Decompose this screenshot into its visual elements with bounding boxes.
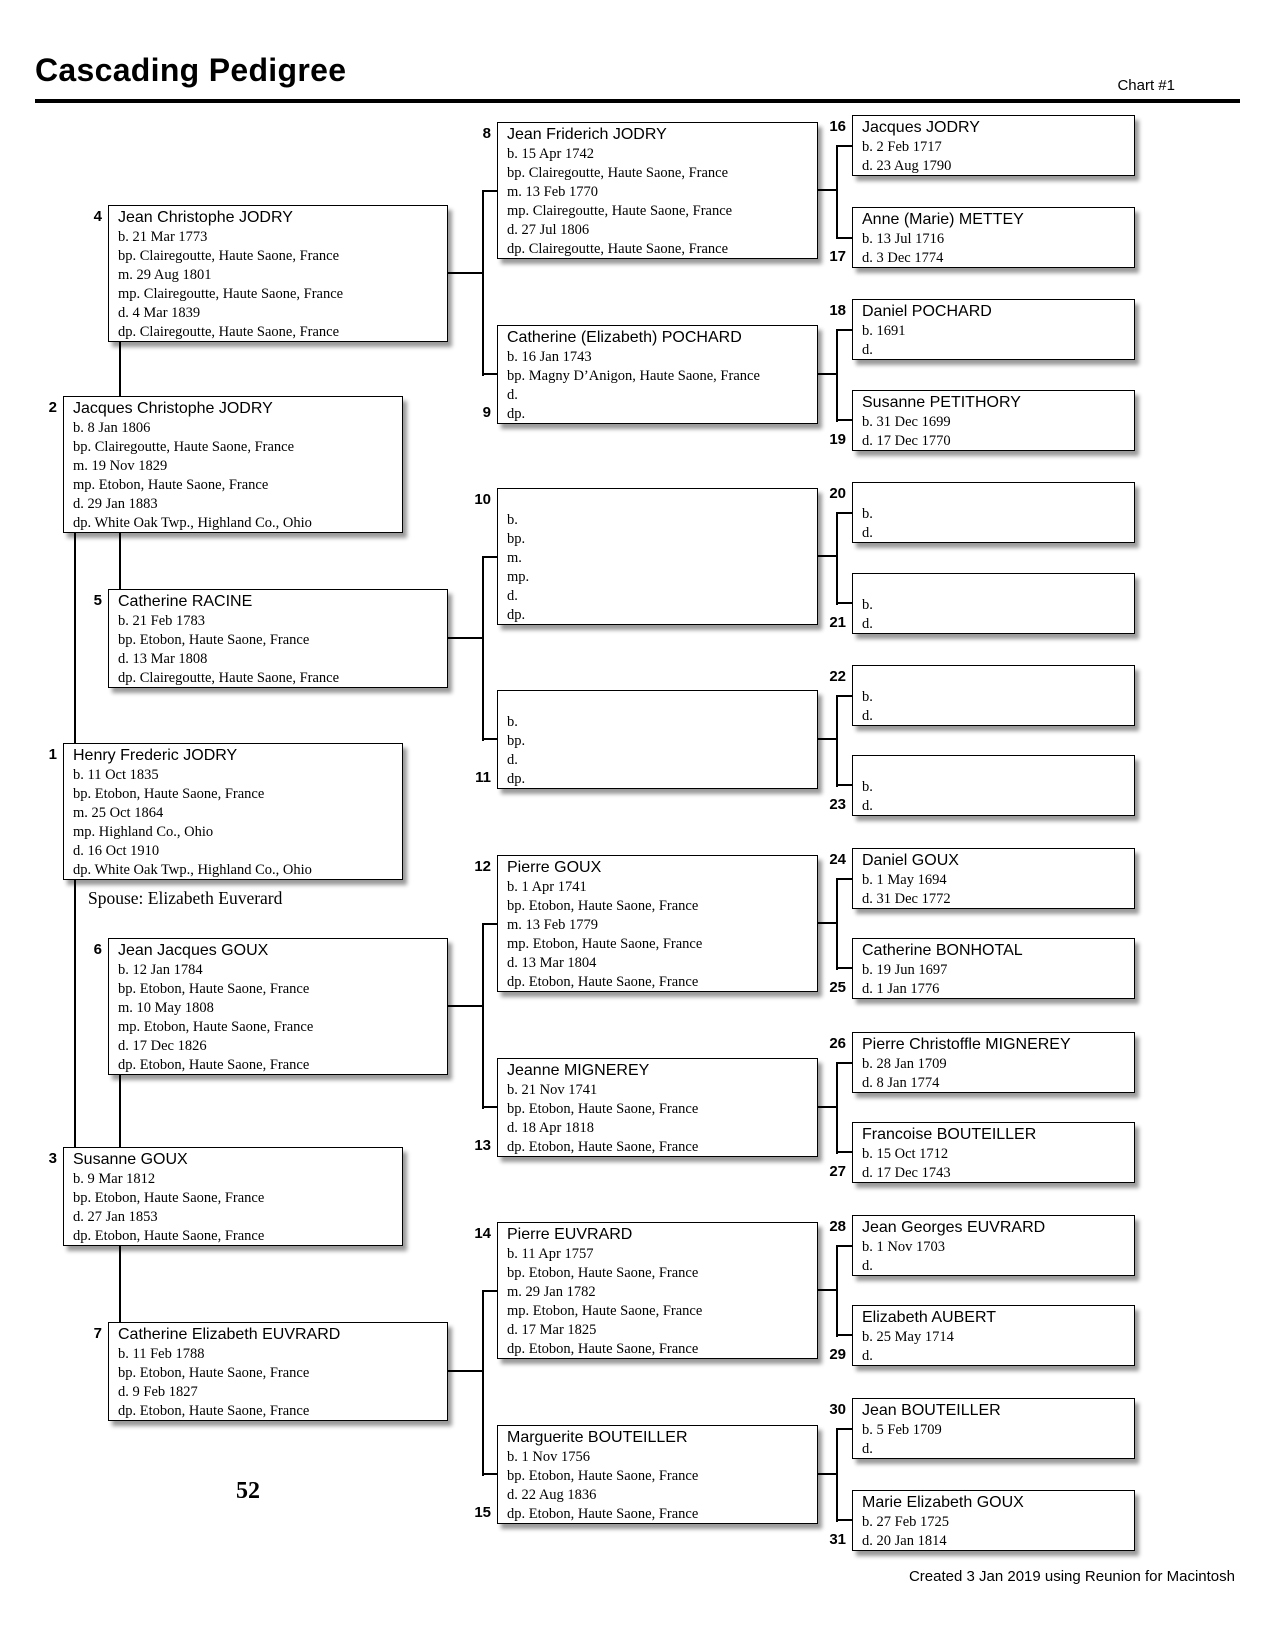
person-name (862, 758, 1130, 778)
person-detail-line: d. 3 Dec 1774 (862, 250, 944, 266)
person-detail-line: d. 9 Feb 1827 (118, 1384, 198, 1400)
person-number: 9 (482, 404, 491, 421)
person-name: Marguerite BOUTEILLER (507, 1429, 688, 1446)
person-number: 29 (829, 1346, 846, 1363)
person-detail-line: bp. Etobon, Haute Saone, France (507, 1468, 699, 1484)
person-number: 24 (829, 851, 846, 868)
person-number: 15 (474, 1504, 491, 1521)
person-detail-line: dp. Etobon, Haute Saone, France (507, 974, 699, 990)
person-detail-line: dp. Etobon, Haute Saone, France (507, 1506, 699, 1522)
person-box-10 (497, 488, 818, 625)
person-detail-line: dp. White Oak Twp., Highland Co., Ohio (73, 515, 312, 531)
person-number: 1 (48, 746, 57, 763)
person-detail-line: b. 9 Mar 1812 (73, 1171, 156, 1187)
person-name: Daniel POCHARD (862, 303, 992, 320)
person-name: Jean Christophe JODRY (118, 209, 293, 226)
chart-number-label: Chart #1 (1117, 77, 1175, 94)
person-detail-line: bp. Clairegoutte, Haute Saone, France (507, 165, 729, 181)
person-detail-line: b. (507, 512, 518, 528)
person-detail-line: b. (862, 506, 873, 522)
person-detail-line: b. 16 Jan 1743 (507, 349, 592, 365)
person-detail-line: b. 2 Feb 1717 (862, 139, 942, 155)
person-number: 16 (829, 118, 846, 135)
person-detail-line: mp. Highland Co., Ohio (73, 824, 214, 840)
person-detail-line: b. 31 Dec 1699 (862, 414, 951, 430)
person-number: 2 (48, 399, 57, 416)
person-detail-line: d. 13 Mar 1804 (507, 955, 597, 971)
connector-line (818, 1473, 838, 1475)
person-detail-line: mp. Etobon, Haute Saone, France (507, 1303, 703, 1319)
person-number: 19 (829, 431, 846, 448)
person-detail-line: d. 1 Jan 1776 (862, 981, 940, 997)
person-box-9 (497, 325, 818, 424)
page-number: 52 (236, 1478, 260, 1504)
person-detail-line: bp. (507, 531, 526, 547)
person-detail-line: b. 1 Apr 1741 (507, 879, 587, 895)
person-detail-line: dp. Etobon, Haute Saone, France (507, 1341, 699, 1357)
person-detail-line: d. (862, 798, 873, 814)
spouse-note: Spouse: Elizabeth Euverard (88, 888, 283, 908)
person-detail-line: m. 29 Jan 1782 (507, 1284, 596, 1300)
person-number: 18 (829, 302, 846, 319)
person-detail-line: bp. Etobon, Haute Saone, France (118, 1365, 310, 1381)
connector-line (119, 533, 121, 591)
person-box-21 (852, 573, 1135, 634)
person-detail-line: m. 10 May 1808 (118, 1000, 214, 1016)
connector-line (818, 373, 838, 375)
person-number: 27 (829, 1163, 846, 1180)
person-detail-line: b. 27 Feb 1725 (862, 1514, 949, 1530)
person-detail-line: b. 1 May 1694 (862, 872, 947, 888)
person-detail-line: d. 27 Jan 1853 (73, 1209, 158, 1225)
person-name: Jean BOUTEILLER (862, 1402, 1001, 1419)
person-name (507, 491, 813, 511)
person-number: 23 (829, 796, 846, 813)
person-detail-line: b. 5 Feb 1709 (862, 1422, 942, 1438)
person-detail-line: b. (862, 779, 873, 795)
person-detail-line: bp. (507, 733, 526, 749)
person-detail-line: d. (507, 752, 518, 768)
connector-line (818, 1289, 838, 1291)
connector-line (119, 1075, 121, 1149)
person-box-13 (497, 1058, 818, 1157)
person-detail-line: b. 11 Feb 1788 (118, 1346, 205, 1362)
connector-line (836, 1245, 838, 1337)
person-detail-line: dp. (507, 406, 526, 422)
person-number: 25 (829, 979, 846, 996)
person-name: Catherine BONHOTAL (862, 942, 1023, 959)
person-detail-line: dp. Clairegoutte, Haute Saone, France (507, 241, 729, 257)
person-number: 3 (48, 1150, 57, 1167)
person-detail-line: d. (862, 616, 873, 632)
person-detail-line: b. (862, 689, 873, 705)
person-name: Jeanne MIGNEREY (507, 1062, 650, 1079)
page-title: Cascading Pedigree (35, 52, 347, 88)
person-detail-line: dp. Clairegoutte, Haute Saone, France (118, 324, 340, 340)
connector-line (836, 145, 838, 239)
person-detail-line: d. (862, 1348, 873, 1364)
person-detail-line: d. (862, 525, 873, 541)
person-detail-line: d. (862, 1258, 873, 1274)
person-box-27 (852, 1122, 1135, 1183)
person-detail-line: dp. White Oak Twp., Highland Co., Ohio (73, 862, 312, 878)
person-name: Susanne GOUX (73, 1151, 188, 1168)
person-detail-line: mp. (507, 569, 530, 585)
person-box-25 (852, 938, 1135, 999)
person-detail-line: d. 4 Mar 1839 (118, 305, 201, 321)
person-detail-line: d. 27 Jul 1806 (507, 222, 590, 238)
person-detail-line: bp. Etobon, Haute Saone, France (73, 786, 265, 802)
connector-line (482, 556, 484, 741)
connector-line (74, 880, 76, 1149)
person-detail-line: b. 15 Oct 1712 (862, 1146, 949, 1162)
person-box-20 (852, 482, 1135, 543)
person-name: Henry Frederic JODRY (73, 747, 238, 764)
person-box-1 (63, 743, 403, 880)
person-name: Susanne PETITHORY (862, 394, 1021, 411)
person-detail-line: b. 21 Feb 1783 (118, 613, 205, 629)
connector-line (836, 512, 838, 605)
person-box-3 (63, 1147, 403, 1246)
person-detail-line: m. 25 Oct 1864 (73, 805, 164, 821)
person-number: 4 (93, 208, 102, 225)
person-detail-line: d. (507, 588, 518, 604)
person-number: 17 (829, 248, 846, 265)
connector-line (836, 695, 838, 787)
person-detail-line: d. 18 Apr 1818 (507, 1120, 594, 1136)
person-detail-line: b. 1 Nov 1703 (862, 1239, 945, 1255)
person-detail-line: d. (507, 387, 518, 403)
person-detail-line: mp. Clairegoutte, Haute Saone, France (118, 286, 344, 302)
connector-line (448, 1370, 484, 1372)
person-detail-line: d. 8 Jan 1774 (862, 1075, 940, 1091)
person-name: Jacques Christophe JODRY (73, 400, 273, 417)
person-detail-line: dp. Clairegoutte, Haute Saone, France (118, 670, 340, 686)
person-detail-line: d. 23 Aug 1790 (862, 158, 952, 174)
connector-line (74, 533, 76, 745)
person-detail-line: mp. Etobon, Haute Saone, France (507, 936, 703, 952)
person-detail-line: d. (862, 342, 873, 358)
person-name: Pierre Christoffle MIGNEREY (862, 1036, 1071, 1053)
person-detail-line: mp. Etobon, Haute Saone, France (118, 1019, 314, 1035)
connector-line (482, 923, 484, 1109)
connector-line (818, 738, 838, 740)
person-detail-line: b. 11 Oct 1835 (73, 767, 159, 783)
person-detail-line: bp. Etobon, Haute Saone, France (507, 1265, 699, 1281)
person-detail-line: dp. Etobon, Haute Saone, France (118, 1057, 310, 1073)
person-detail-line: b. 21 Nov 1741 (507, 1082, 598, 1098)
person-detail-line: m. (507, 550, 522, 566)
person-number: 5 (93, 592, 102, 609)
person-name: Catherine Elizabeth EUVRARD (118, 1326, 341, 1343)
person-detail-line: b. 25 May 1714 (862, 1329, 954, 1345)
person-box-14 (497, 1222, 818, 1359)
footer-note: Created 3 Jan 2019 using Reunion for Macintosh (908, 1568, 1235, 1585)
person-name (862, 668, 1130, 688)
connector-line (836, 878, 838, 970)
person-detail-line: b. 11 Apr 1757 (507, 1246, 594, 1262)
person-box-8 (497, 122, 818, 259)
person-box-6 (108, 938, 448, 1075)
connector-line (448, 272, 484, 274)
person-detail-line: d. 29 Jan 1883 (73, 496, 158, 512)
person-detail-line: d. (862, 708, 873, 724)
person-detail-line: bp. Magny D’Anigon, Haute Saone, France (507, 368, 760, 384)
person-detail-line: dp. (507, 607, 526, 623)
person-name: Elizabeth AUBERT (862, 1309, 996, 1326)
person-detail-line: mp. Clairegoutte, Haute Saone, France (507, 203, 733, 219)
person-detail-line: dp. Etobon, Haute Saone, France (73, 1228, 265, 1244)
person-detail-line: mp. Etobon, Haute Saone, France (73, 477, 269, 493)
person-number: 7 (93, 1325, 102, 1342)
person-number: 13 (474, 1137, 491, 1154)
person-name (862, 485, 1130, 505)
person-box-11 (497, 690, 818, 789)
person-detail-line: b. 8 Jan 1806 (73, 420, 151, 436)
connector-line (482, 190, 484, 376)
person-detail-line: m. 13 Feb 1779 (507, 917, 599, 933)
person-box-17 (852, 207, 1135, 268)
person-detail-line: bp. Etobon, Haute Saone, France (118, 981, 310, 997)
person-detail-line: d. 31 Dec 1772 (862, 891, 951, 907)
connector-line (818, 922, 838, 924)
person-number: 6 (93, 941, 102, 958)
person-name: Catherine RACINE (118, 593, 253, 610)
person-name: Marie Elizabeth GOUX (862, 1494, 1024, 1511)
person-box-26 (852, 1032, 1135, 1093)
person-detail-line: d. 17 Dec 1743 (862, 1165, 951, 1181)
person-name: Catherine (Elizabeth) POCHARD (507, 329, 742, 346)
person-box-16 (852, 115, 1135, 176)
person-name: Francoise BOUTEILLER (862, 1126, 1037, 1143)
person-number: 26 (829, 1035, 846, 1052)
person-box-22 (852, 665, 1135, 726)
connector-line (448, 637, 484, 639)
person-detail-line: bp. Etobon, Haute Saone, France (73, 1190, 265, 1206)
person-number: 30 (829, 1401, 846, 1418)
person-name: Jacques JODRY (862, 119, 980, 136)
person-box-18 (852, 299, 1135, 360)
person-detail-line: dp. (507, 771, 526, 787)
person-box-5 (108, 589, 448, 688)
person-name: Daniel GOUX (862, 852, 959, 869)
person-detail-line: b. 28 Jan 1709 (862, 1056, 947, 1072)
connector-line (818, 189, 838, 191)
person-number: 22 (829, 668, 846, 685)
person-name: Pierre GOUX (507, 859, 602, 876)
person-detail-line: b. 13 Jul 1716 (862, 231, 945, 247)
person-detail-line: bp. Clairegoutte, Haute Saone, France (118, 248, 340, 264)
title-rule (35, 99, 1240, 103)
person-name: Pierre EUVRARD (507, 1226, 633, 1243)
person-detail-line: b. 1691 (862, 323, 906, 339)
person-detail-line: b. 1 Nov 1756 (507, 1449, 590, 1465)
person-detail-line: m. 13 Feb 1770 (507, 184, 599, 200)
person-detail-line: d. 22 Aug 1836 (507, 1487, 597, 1503)
person-detail-line: d. 17 Dec 1770 (862, 433, 951, 449)
person-detail-line: b. (507, 714, 518, 730)
connector-line (818, 1106, 838, 1108)
person-name (862, 576, 1130, 596)
person-detail-line: d. 16 Oct 1910 (73, 843, 160, 859)
person-box-7 (108, 1322, 448, 1421)
person-detail-line: bp. Etobon, Haute Saone, France (118, 632, 310, 648)
person-detail-line: b. 19 Jun 1697 (862, 962, 948, 978)
person-detail-line: bp. Clairegoutte, Haute Saone, France (73, 439, 295, 455)
person-name (507, 693, 813, 713)
person-number: 12 (474, 858, 491, 875)
connector-line (448, 1005, 484, 1007)
person-detail-line: b. (862, 597, 873, 613)
person-box-2 (63, 396, 403, 533)
person-box-4 (108, 205, 448, 342)
person-detail-line: dp. Etobon, Haute Saone, France (118, 1403, 310, 1419)
person-number: 28 (829, 1218, 846, 1235)
person-number: 20 (829, 485, 846, 502)
person-detail-line: b. 12 Jan 1784 (118, 962, 203, 978)
person-detail-line: b. 15 Apr 1742 (507, 146, 594, 162)
person-number: 11 (475, 769, 491, 786)
person-box-24 (852, 848, 1135, 909)
person-number: 31 (829, 1531, 846, 1548)
person-name: Jean Friderich JODRY (507, 126, 667, 143)
person-detail-line: d. 17 Mar 1825 (507, 1322, 597, 1338)
person-box-15 (497, 1425, 818, 1524)
person-detail-line: bp. Etobon, Haute Saone, France (507, 898, 699, 914)
person-box-31 (852, 1490, 1135, 1551)
person-name: Jean Georges EUVRARD (862, 1219, 1046, 1236)
connector-line (836, 1428, 838, 1522)
connector-line (482, 1290, 484, 1476)
person-box-28 (852, 1215, 1135, 1276)
connector-line (836, 1062, 838, 1154)
person-number: 8 (482, 125, 491, 142)
person-detail-line: d. 20 Jan 1814 (862, 1533, 947, 1549)
person-number: 21 (829, 614, 846, 631)
person-box-19 (852, 390, 1135, 451)
person-box-12 (497, 855, 818, 992)
person-detail-line: m. 29 Aug 1801 (118, 267, 212, 283)
person-number: 14 (474, 1225, 491, 1242)
connector-line (119, 1246, 121, 1324)
person-detail-line: d. (862, 1441, 873, 1457)
person-box-23 (852, 755, 1135, 816)
person-name: Anne (Marie) METTEY (862, 211, 1024, 228)
person-name: Jean Jacques GOUX (118, 942, 269, 959)
person-detail-line: b. 21 Mar 1773 (118, 229, 208, 245)
person-detail-line: bp. Etobon, Haute Saone, France (507, 1101, 699, 1117)
connector-line (818, 555, 838, 557)
person-detail-line: d. 13 Mar 1808 (118, 651, 208, 667)
person-box-29 (852, 1305, 1135, 1366)
person-detail-line: m. 19 Nov 1829 (73, 458, 168, 474)
person-detail-line: dp. Etobon, Haute Saone, France (507, 1139, 699, 1155)
person-number: 10 (474, 491, 491, 508)
person-box-30 (852, 1398, 1135, 1459)
connector-line (119, 342, 121, 398)
connector-line (836, 329, 838, 422)
person-detail-line: d. 17 Dec 1826 (118, 1038, 207, 1054)
